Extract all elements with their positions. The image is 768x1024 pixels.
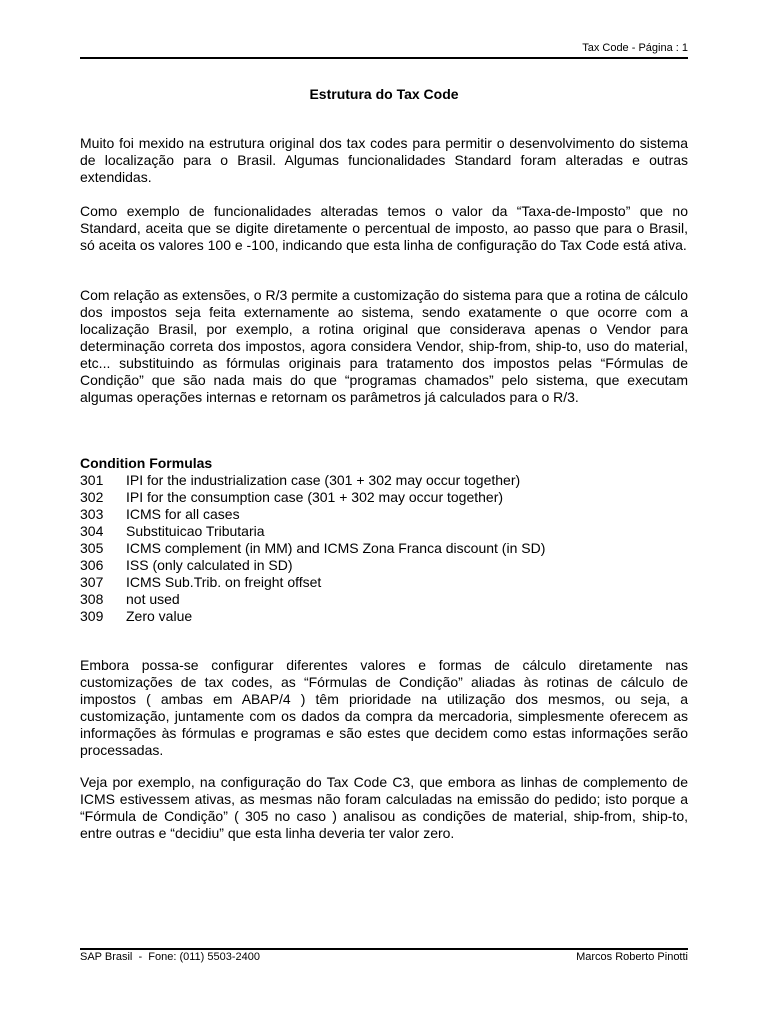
condition-formula-description: not used (126, 591, 180, 607)
condition-formula-code: 307 (80, 574, 104, 590)
condition-formula-row (80, 540, 688, 557)
condition-formula-description: ICMS complement (in MM) and ICMS Zona Franca discount (in SD) (126, 540, 546, 556)
condition-formula-code: 305 (80, 540, 104, 556)
condition-formula-row (80, 506, 688, 523)
condition-formula-description: Zero value (126, 608, 193, 624)
header-divider (80, 57, 688, 59)
condition-formula-code: 308 (80, 591, 104, 607)
paragraph-intro: Muito foi mexido na estrutura original dos tax codes para permitir o desenvolvimento do sistema de localização para o Brasil. Algumas funcionalidades Standard foram alteradas e outras extendidas. (80, 135, 688, 185)
paragraph-config: Embora possa-se configurar diferentes valores e formas de cálculo diretamente nas customizações de tax codes, as “Fórmulas de Condição” aliadas às rotinas de cálculo de impostos ( ambas em ABAP/4 ) têm prioridade na utilização dos mesmos, ou seja, a customização, juntamente com os dados da compra da mercadoria, simplesmente oferecem as informações às fórmulas e programas e são estes que decidem como estas informações serão processadas. (80, 657, 688, 758)
condition-formula-code: 304 (80, 523, 104, 539)
condition-formulas-heading: Condition Formulas (80, 455, 213, 471)
condition-formula-row (80, 523, 688, 540)
condition-formula-code: 303 (80, 506, 104, 522)
paragraph-c3-example: Veja por exemplo, na configuração do Tax Code C3, que embora as linhas de complemento de ICMS estivessem ativas, as mesmas não foram calculadas na emissão do pedido; isto porque a “Fórmula de Condição” ( 305 no caso ) analisou as condições de material, ship-from, ship-to, entre outras e “decidiu” que esta linha deveria ter valor zero. (80, 774, 688, 841)
page-header-label: Tax Code - Página : 1 (582, 42, 688, 54)
condition-formula-row (80, 591, 688, 608)
condition-formula-code: 309 (80, 608, 104, 624)
condition-formula-description: ISS (only calculated in SD) (126, 557, 293, 573)
footer-divider (80, 948, 688, 950)
condition-formula-code: 301 (80, 472, 104, 488)
condition-formula-row (80, 489, 688, 506)
condition-formula-code: 306 (80, 557, 104, 573)
condition-formula-description: ICMS Sub.Trib. on freight offset (126, 574, 322, 590)
condition-formula-row (80, 608, 688, 625)
condition-formula-description: IPI for the industrialization case (301 + 302 may occur together) (126, 472, 521, 488)
condition-formula-code: 302 (80, 489, 104, 505)
page-title: Estrutura do Tax Code (309, 86, 459, 102)
condition-formula-description: ICMS for all cases (126, 506, 240, 522)
condition-formula-description: Substituicao Tributaria (126, 523, 265, 539)
paragraph-extensions: Com relação as extensões, o R/3 permite a customização do sistema para que a rotina de cálculo dos impostos seja feita externamente ao sistema, sendo exatamente o que ocorre com a localização Brasil, por exemplo, a rotina original que considerava apenas o Vendor para determinação correta dos impostos, agora considera Vendor, ship-from, ship-to, uso do material, etc... substituindo as fórmulas originais para tratamento dos impostos pelas “Fórmulas de Condição” que são nada mais do que “programas chamados” pelo sistema, que executam algumas operações internas e retornam os parâmetros já calculados para o R/3. (80, 287, 688, 405)
condition-formula-row (80, 574, 688, 591)
footer-author: Marcos Roberto Pinotti (576, 951, 688, 963)
condition-formula-row (80, 557, 688, 574)
condition-formulas-list (80, 472, 688, 625)
condition-formula-description: IPI for the consumption case (301 + 302 may occur together) (126, 489, 504, 505)
paragraph-example: Como exemplo de funcionalidades alteradas temos o valor da “Taxa-de-Imposto” que no Standard, aceita que se digite diretamente o percentual de imposto, ao passo que para o Brasil, só aceita os valores 100 e -100, indicando que esta linha de configuração do Tax Code está ativa. (80, 203, 688, 253)
condition-formula-row (80, 472, 688, 489)
footer-contact: SAP Brasil - Fone: (011) 5503-2400 (80, 951, 260, 963)
